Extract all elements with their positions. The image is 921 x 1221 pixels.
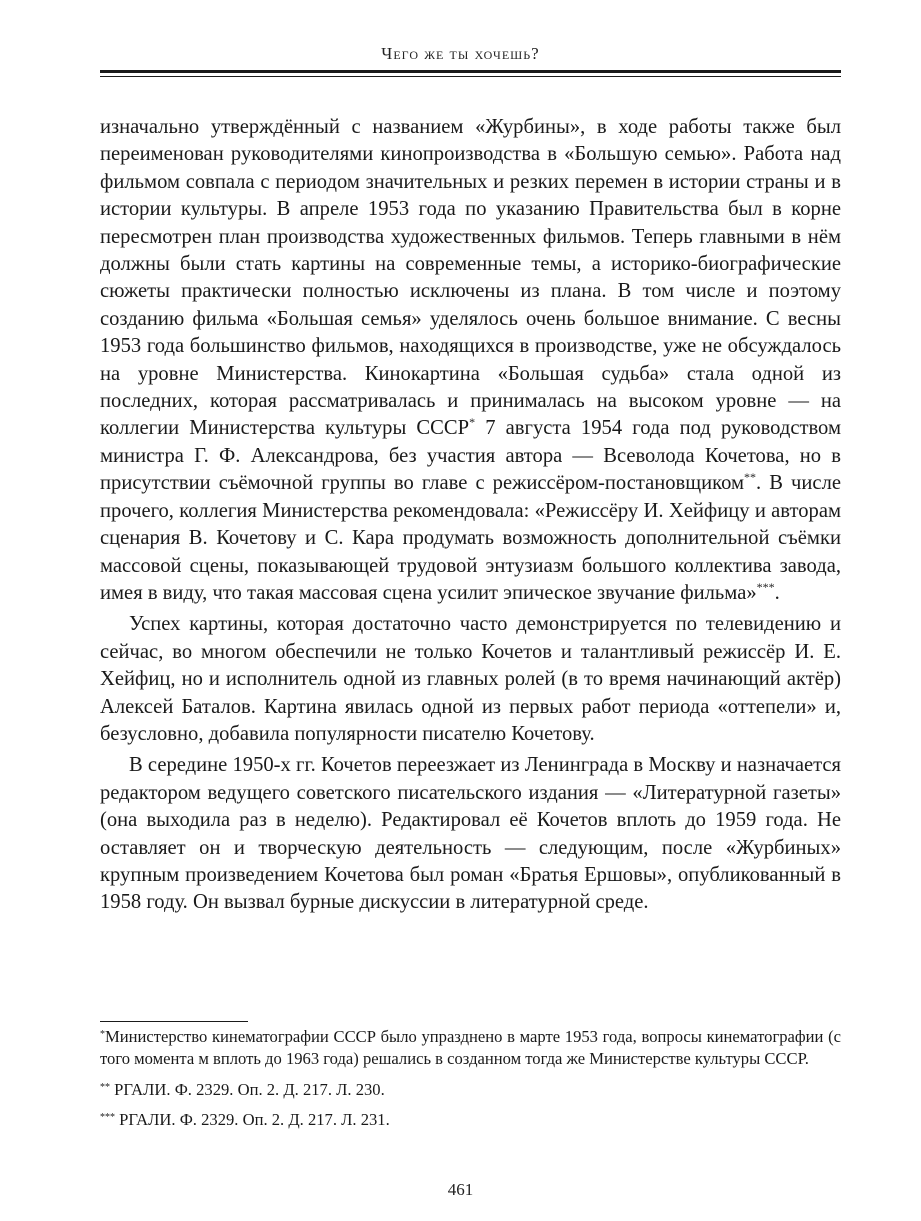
footnote-3-mark: *** [100,1111,115,1123]
paragraph-1-part-a: изначально утверждённый с названием «Журбины», в ходе работы также был переименован руководителями кинопроизводства в «Большую семью». Работа над фильмом совпала с периодом значительных и резких перемен в истории страны и в истории культуры. В апреле 1953 года по указанию Правительства был в корне пересмотрен план производства художественных фильмов. Теперь главными в нём должны были стать картины на современные темы, а историко-биографические сюжеты практически полностью исключены из плана. В том числе и поэтому созданию фильма «Большая семья» уделялось очень большое внимание. С весны 1953 года большинство фильмов, находящихся в производстве, уже не обсуждалось на уровне Министерства. Кинокартина «Большая судьба» стала одной из последних, которая рассматривалась и принималась на высоком уровне — на коллегии Министерства культуры СССР [100,116,841,440]
footnote-rule [100,1021,248,1022]
page-number: 461 [447,1180,474,1199]
footnote-1-text: Министерство кинематографии СССР было упразднено в марте 1953 года, вопросы кинематографии (с того момента м вплоть до 1963 года) решались в созданном тогда же Министерстве культуры СССР. [100,1027,841,1069]
footnotes [100,1026,841,1139]
main-text [100,114,841,917]
paragraph-3: В середине 1950-х гг. Кочетов переезжает из Ленинграда в Москву и назначается редактором ведущего советского писательского издания — «Литературной газеты» (она выходила раз в неделю). Редактировал её Кочетов вплоть до 1959 года. Не оставляет он и творческую деятельность — следующим, после «Журбиных» крупным произведением Кочетова был роман «Братья Ершовы», опубликованный в 1958 году. Он вызвал бурные дискуссии в литературной среде. [100,754,841,914]
paragraph-1-part-c: . В числе прочего, коллегия Министерства рекомендовала: «Режиссёру И. Хейфицу и авторам сценария В. Кочетову и С. Кара продумать возможность дополнительной съёмки массовой сцены, показывающей трудовой энтузиазм большого коллектива завода, имея в виду, что такая массовая сцена усилит эпическое звучание фильма» [100,472,841,604]
footnote-ref-2: ** [744,470,757,485]
footnote-1 [100,1026,841,1071]
footnote-2-mark: ** [100,1081,110,1093]
header-rule-thin [100,76,841,77]
footnote-3-text: РГАЛИ. Ф. 2329. Оп. 2. Д. 217. Л. 231. [119,1109,390,1129]
paragraph-2: Успех картины, которая достаточно часто демонстрируется по телевидению и сейчас, во многом обеспечили не только Кочетов и талантливый режиссёр И. Е. Хейфиц, но и исполнитель одной из главных ролей (в то время начинающий актёр) Алексей Баталов. Картина явилась одной из первых работ периода «оттепели» и, безусловно, добавила популярности писателю Кочетову. [100,613,841,745]
footnote-3 [100,1109,841,1131]
running-head: Чего же ты хочешь? [381,44,540,63]
footnote-ref-3: *** [756,579,775,594]
paragraph-1-part-b: 7 августа 1954 года под руководством министра Г. Ф. Александрова, без участия автора — Всеволода Кочетова, но в присутствии съёмочной группы во главе с режиссёром-постановщиком [100,417,841,495]
paragraph-1 [100,114,841,607]
footnote-ref-1: * [469,415,476,430]
footnote-2-text: РГАЛИ. Ф. 2329. Оп. 2. Д. 217. Л. 230. [114,1079,385,1099]
footnote-2 [100,1079,841,1101]
header-rule-thick [100,70,841,73]
paragraph-1-part-d: . [774,581,780,604]
footnote-1-mark: * [100,1029,105,1040]
